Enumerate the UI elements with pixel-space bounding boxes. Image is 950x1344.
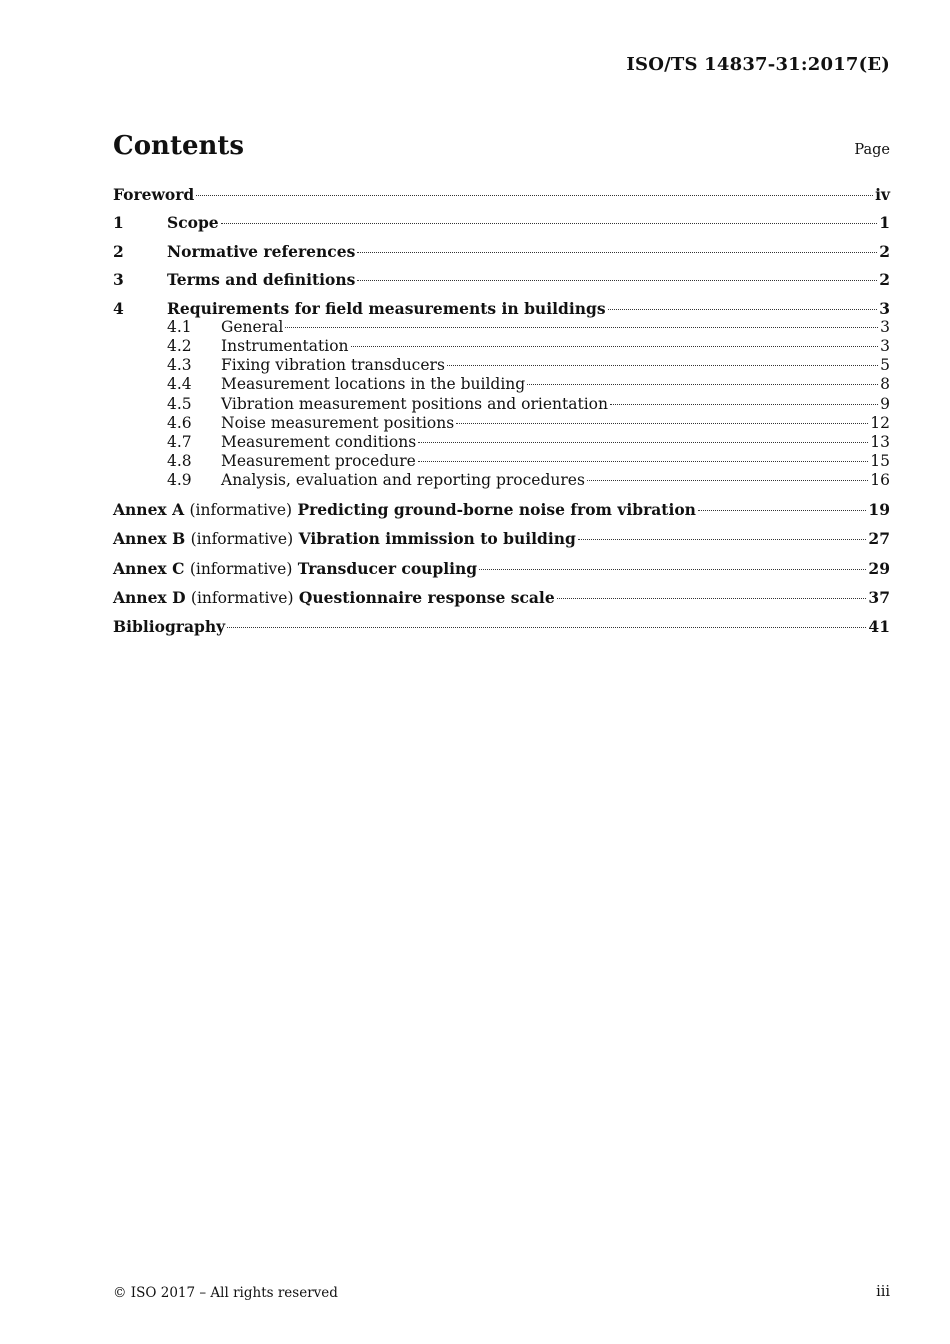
toc-entry-page: 1	[879, 213, 890, 233]
dot-leader	[357, 280, 877, 281]
toc-entry-number: 2	[113, 241, 124, 261]
annex-title: Vibration immission to building	[298, 529, 576, 549]
toc-entry-number: 4	[113, 298, 124, 318]
annex-type: (informative)	[189, 500, 293, 519]
annex-label: Annex B	[113, 529, 186, 549]
toc-subentry-4-8[interactable]	[113, 452, 890, 471]
toc-entry-title: Analysis, evaluation and reporting procedures	[221, 471, 585, 490]
annex-title: Predicting ground-borne noise from vibration	[297, 499, 696, 519]
toc-entry-terms-and-definitions[interactable]	[113, 270, 890, 289]
toc-entry-title: Vibration measurement positions and orientation	[221, 394, 608, 413]
toc-subentry-4-4[interactable]	[113, 375, 890, 394]
annex-label: Annex C	[113, 558, 185, 578]
toc-entry-page: 29	[868, 558, 890, 578]
dot-leader	[479, 569, 866, 570]
toc-entry-page: 8	[880, 375, 890, 394]
dot-leader	[447, 365, 878, 366]
dot-leader	[418, 461, 868, 462]
footer-copyright: © ISO 2017 – All rights reserved	[113, 1285, 338, 1301]
toc-subentry-4-9[interactable]	[113, 471, 890, 490]
dot-leader	[587, 480, 868, 481]
dot-leader	[227, 627, 866, 628]
toc-entry-title	[113, 559, 477, 579]
toc-entry-title: Normative references	[167, 241, 356, 261]
toc-subentry-4-3[interactable]	[113, 356, 890, 375]
toc-entry-foreword[interactable]	[113, 185, 890, 204]
toc-entry-bibliography[interactable]	[113, 617, 890, 636]
toc-entry-number: 4.9	[167, 471, 192, 490]
toc-subentry-4-2[interactable]	[113, 337, 890, 356]
toc-entry-page: 3	[880, 336, 890, 355]
document-id: ISO/TS 14837-31:2017(E)	[626, 54, 890, 75]
dot-leader	[527, 384, 878, 385]
toc-entry-number: 3	[113, 270, 124, 290]
dot-leader	[456, 423, 868, 424]
annex-type: (informative)	[190, 530, 294, 549]
toc-entry-annex-a[interactable]	[113, 500, 890, 520]
toc-entry-page: 2	[879, 270, 890, 290]
toc-entry-title: Measurement procedure	[221, 452, 416, 471]
dot-leader	[196, 195, 873, 196]
toc-subentry-4-5[interactable]	[113, 395, 890, 414]
toc-entry-number: 4.1	[167, 317, 192, 336]
dot-leader	[351, 346, 879, 347]
toc-entry-title	[113, 588, 555, 608]
dot-leader	[608, 309, 878, 310]
toc-entry-number: 4.3	[167, 356, 192, 375]
dot-leader	[698, 510, 866, 511]
toc-entry-page: 41	[868, 617, 890, 637]
toc-subentry-4-7[interactable]	[113, 433, 890, 452]
contents-heading: Contents	[113, 131, 245, 161]
toc-entry-title: Noise measurement positions	[221, 413, 455, 432]
toc-entry-title: Terms and definitions	[167, 270, 356, 290]
annex-type: (informative)	[189, 559, 293, 578]
toc-entry-number: 4.8	[167, 452, 192, 471]
toc-entry-title: Measurement conditions	[221, 432, 417, 451]
toc-entry-number: 4.5	[167, 394, 192, 413]
toc-entry-title: Bibliography	[113, 617, 226, 637]
dot-leader	[557, 598, 867, 599]
toc-entry-normative-references[interactable]	[113, 242, 890, 261]
dot-leader	[418, 442, 868, 443]
toc-entry-title	[113, 500, 696, 520]
toc-entry-title	[113, 529, 576, 549]
table-of-contents	[113, 185, 890, 637]
annex-title: Transducer coupling	[297, 558, 478, 578]
toc-entry-number: 4.2	[167, 336, 192, 355]
toc-entry-page: 3	[880, 317, 890, 336]
annex-label: Annex D	[113, 587, 186, 607]
toc-entry-title: Scope	[167, 213, 219, 233]
toc-entry-annex-c[interactable]	[113, 559, 890, 579]
toc-entry-title: General	[221, 317, 284, 336]
dot-leader	[221, 223, 878, 224]
dot-leader	[357, 252, 877, 253]
toc-entry-annex-b[interactable]	[113, 529, 890, 549]
toc-entry-title: Requirements for field measurements in buildings	[167, 298, 606, 318]
toc-entry-page: 9	[880, 394, 890, 413]
toc-entry-page: 12	[870, 413, 890, 432]
toc-entry-page: 13	[870, 432, 890, 451]
annex-label: Annex A	[113, 499, 185, 519]
toc-subentry-4-1[interactable]	[113, 318, 890, 337]
dot-leader	[578, 539, 867, 540]
footer-page-number: iii	[876, 1284, 890, 1300]
toc-entry-scope[interactable]	[113, 213, 890, 232]
toc-entry-page: 37	[868, 587, 890, 607]
toc-entry-page: 16	[870, 471, 890, 490]
toc-entry-page: 2	[879, 241, 890, 261]
toc-entry-page: iv	[875, 185, 890, 204]
toc-entry-number: 1	[113, 213, 124, 233]
toc-entry-page: 27	[868, 529, 890, 549]
toc-entry-number: 4.4	[167, 375, 192, 394]
toc-entry-requirements[interactable]	[113, 299, 890, 318]
annex-title: Questionnaire response scale	[298, 587, 555, 607]
toc-entry-page: 19	[868, 499, 890, 519]
annex-type: (informative)	[190, 588, 294, 607]
toc-entry-number: 4.6	[167, 413, 192, 432]
toc-entry-title: Fixing vibration transducers	[221, 356, 445, 375]
page-column-label: Page	[854, 142, 890, 158]
toc-entry-title: Measurement locations in the building	[221, 375, 526, 394]
toc-entry-page: 3	[879, 298, 890, 318]
toc-entry-annex-d[interactable]	[113, 588, 890, 608]
toc-entry-page: 5	[880, 356, 890, 375]
toc-entry-title: Foreword	[113, 185, 195, 204]
dot-leader	[610, 404, 878, 405]
toc-subentry-4-6[interactable]	[113, 414, 890, 433]
toc-entry-number: 4.7	[167, 432, 192, 451]
dot-leader	[285, 327, 878, 328]
toc-entry-title: Instrumentation	[221, 336, 349, 355]
toc-entry-page: 15	[870, 452, 890, 471]
